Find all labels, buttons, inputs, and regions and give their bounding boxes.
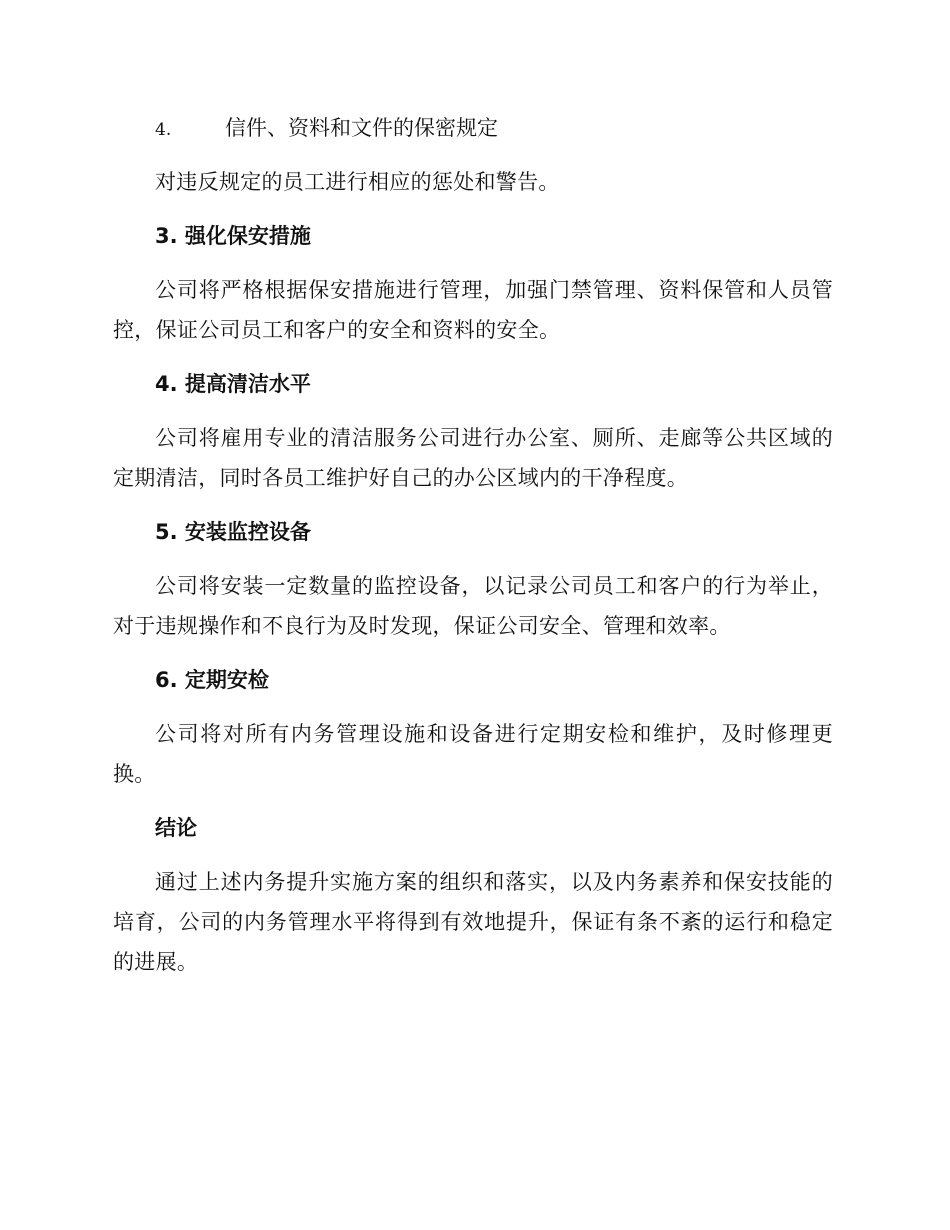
- section-heading-inspection: 6. 定期安检: [155, 668, 269, 692]
- section-body-monitoring: 公司将安装一定数量的监控设备，以记录公司员工和客户的行为举止，对于违规操作和不良行为及时发现，保证公司安全、管理和效率。: [113, 574, 833, 638]
- paragraph-penalty: 对违反规定的员工进行相应的惩处和警告。: [155, 170, 560, 194]
- section-body-conclusion: 通过上述内务提升实施方案的组织和落实，以及内务素养和保安技能的培育，公司的内务管理水平将得到有效地提升，保证有条不紊的运行和稳定的进展。: [113, 870, 833, 974]
- numbered-list-item: [113, 108, 833, 148]
- section-heading-security: 3. 强化保安措施: [155, 224, 311, 248]
- document-body: [113, 108, 833, 996]
- list-item-text: 信件、资料和文件的保密规定: [225, 116, 498, 140]
- section-heading-conclusion: 结论: [155, 816, 197, 840]
- section-heading-monitoring: 5. 安装监控设备: [155, 520, 311, 544]
- section-heading-cleaning: 4. 提高清洁水平: [155, 372, 311, 396]
- list-item-number: 4.: [155, 120, 172, 140]
- section-body-cleaning: 公司将雇用专业的清洁服务公司进行办公室、厕所、走廊等公共区域的定期清洁，同时各员工维护好自己的办公区域内的干净程度。: [113, 426, 833, 490]
- section-body-security: 公司将严格根据保安措施进行管理，加强门禁管理、资料保管和人员管控，保证公司员工和客户的安全和资料的安全。: [113, 278, 833, 342]
- section-body-inspection: 公司将对所有内务管理设施和设备进行定期安检和维护，及时修理更换。: [113, 722, 833, 786]
